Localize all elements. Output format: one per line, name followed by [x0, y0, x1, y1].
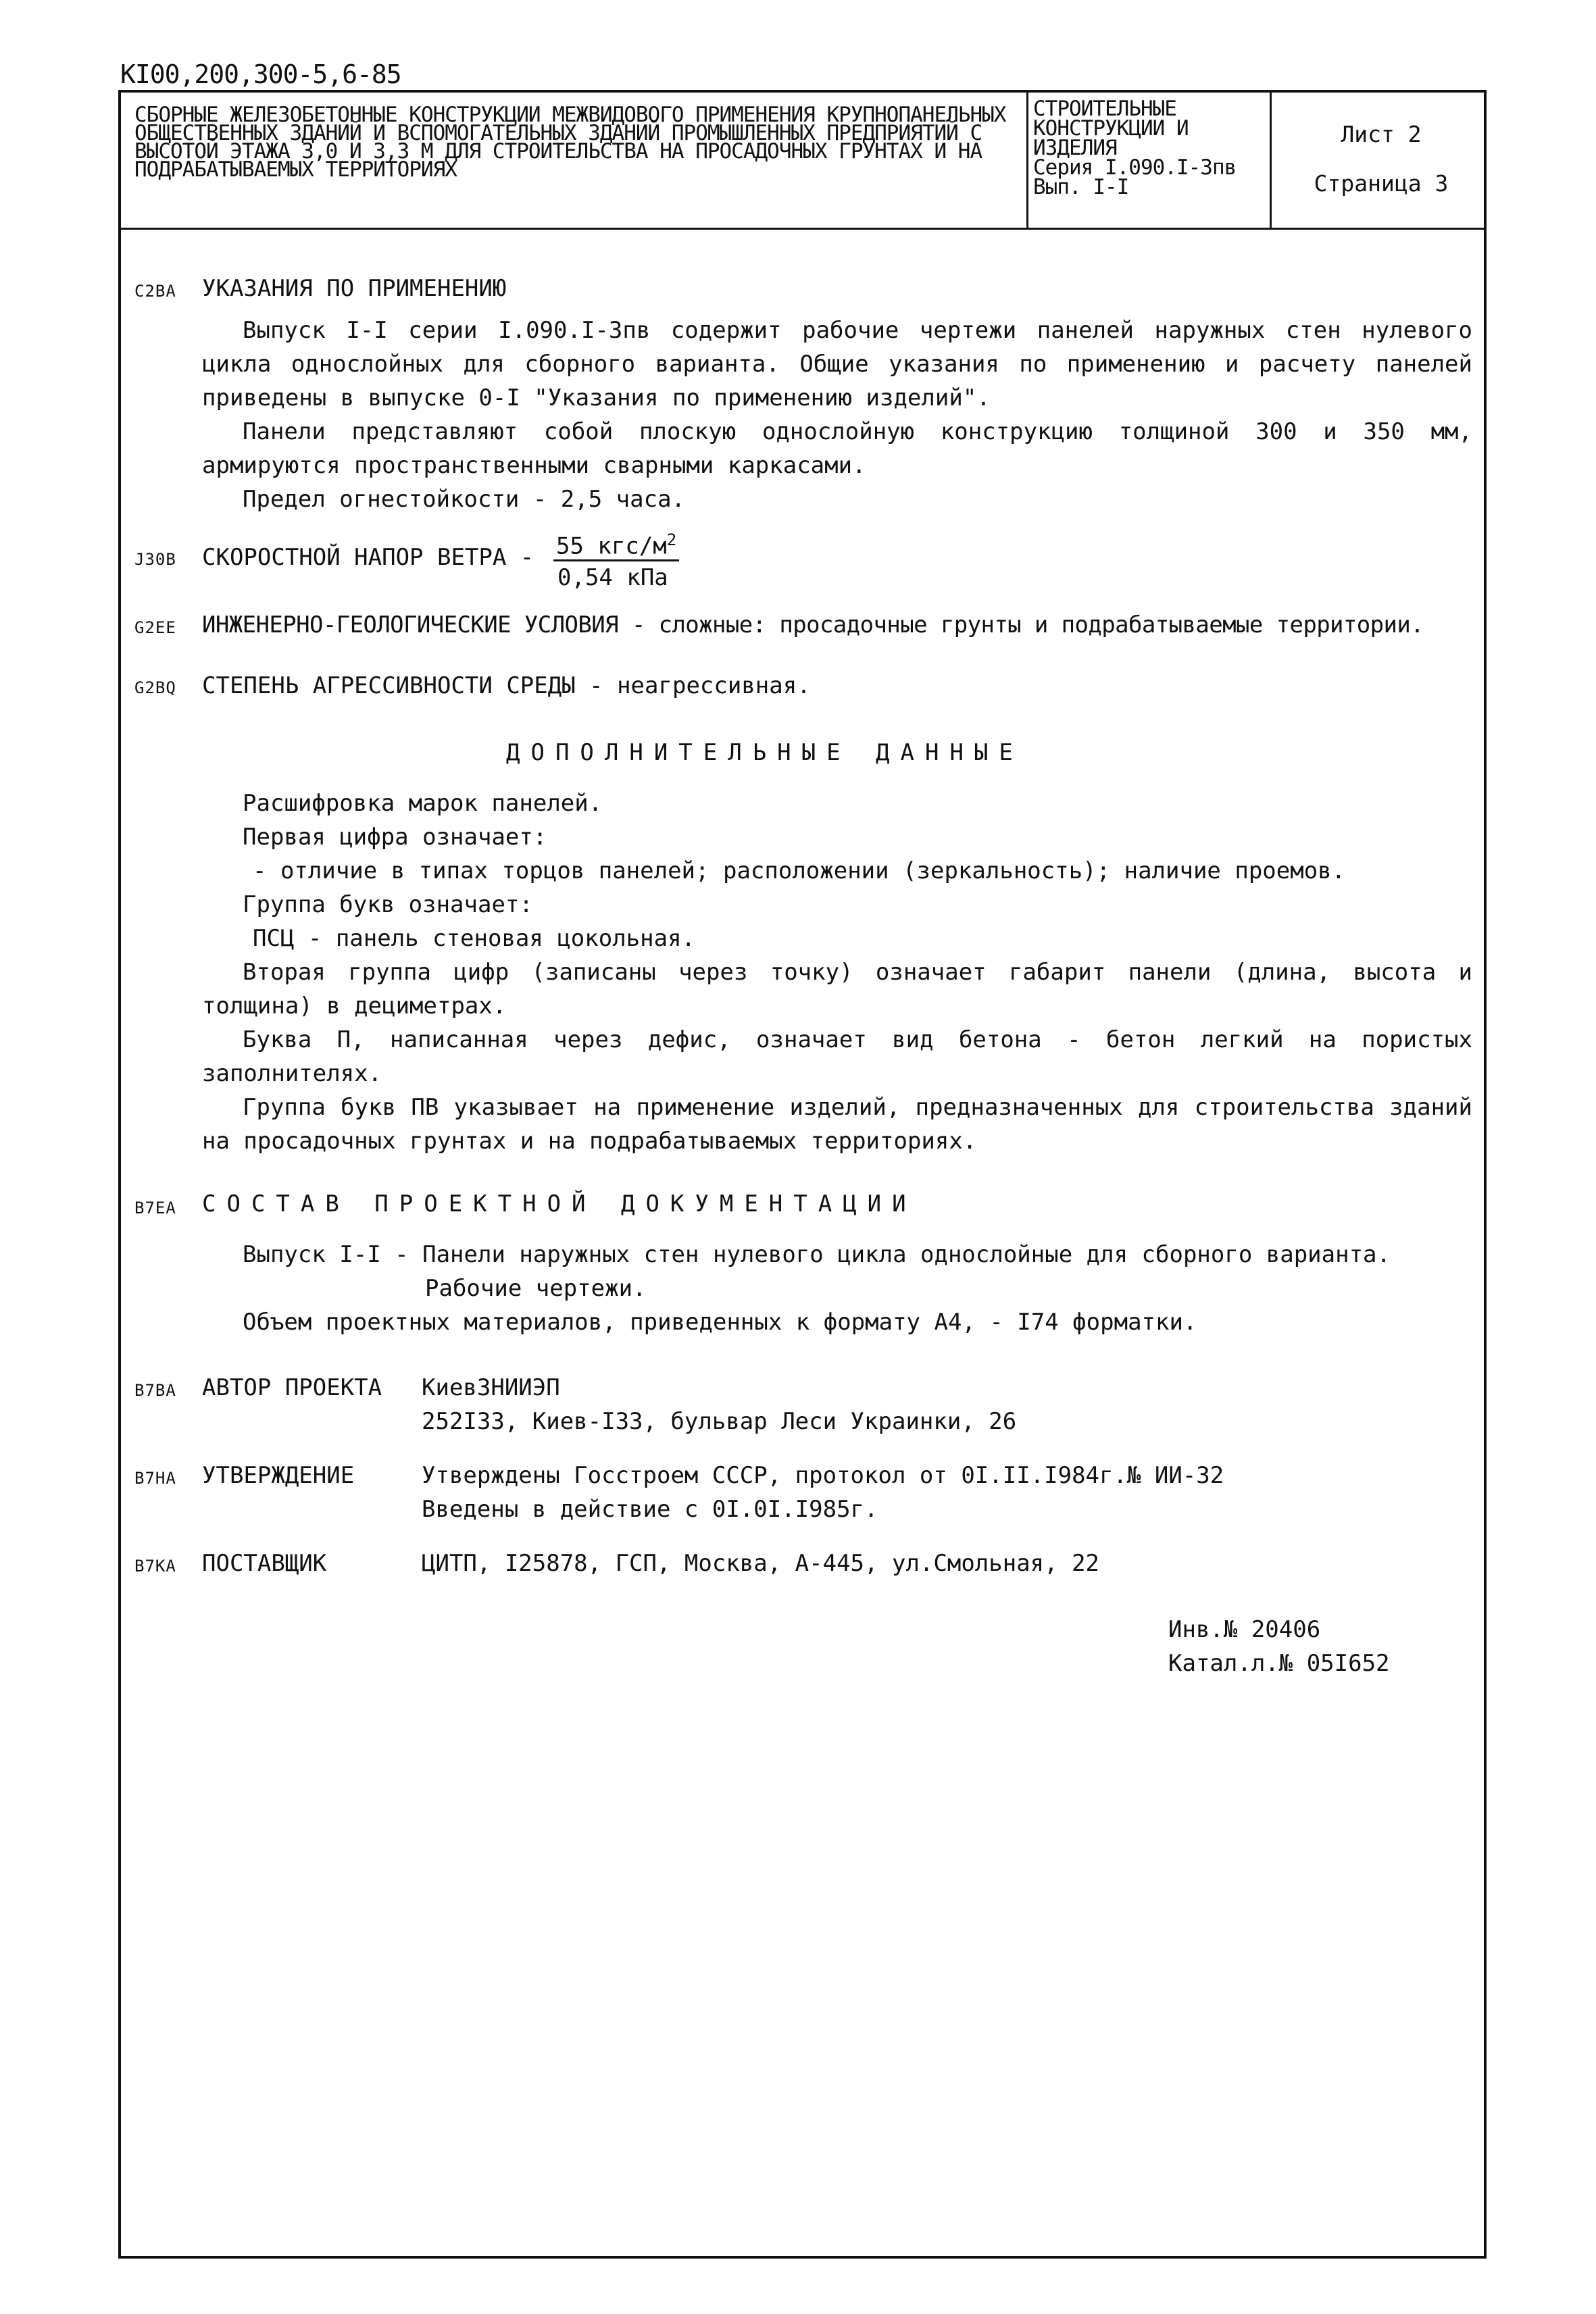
text-line: Группа букв означает:	[243, 891, 533, 918]
fraction-numerator: 55 кгс/$м^2$	[553, 530, 679, 561]
paragraph: Выпуск I-I серии I.090.I-3пв содержит рабочие чертежи панелей наружных стен нулевого цикла однослойных для сборного варианта. Общие указания по применению и расчету панелей приведены в выпуске 0-I "Указания по применению изделий".	[202, 317, 1472, 411]
text-line: Объем проектных материалов, приведенных к формату А4, - I74 форматки.	[243, 1309, 1197, 1336]
section-code: J30В	[134, 550, 176, 569]
header-bottom-rule	[121, 228, 1484, 230]
supplier-text: ЦИТП, I25878, ГСП, Москва, А-445, ул.Смольная, 22	[422, 1550, 1100, 1577]
category-line: СТРОИТЕЛЬНЫЕ	[1033, 97, 1176, 121]
sheet-label: Лист 2	[1341, 121, 1422, 147]
paragraph: Группа букв ПВ указывает на применение изделий, предназначенных для строительства зданий на просадочных грунтах и на подрабатываемых территориях.	[202, 1094, 1472, 1155]
approval-text: Утверждены Госстроем СССР, протокол от 0I.II.I984г.№ ИИ-32	[422, 1462, 1224, 1489]
paragraph: Вторая группа цифр (записаны через точку) означает габарит панели (длина, высота и толщина) в дециметрах.	[202, 959, 1472, 1020]
additional-data-heading: ДОПОЛНИТЕЛЬНЫЕ ДАННЫЕ	[506, 739, 1024, 766]
header-series-block	[1033, 99, 1266, 197]
section-code: С2ВА	[134, 282, 176, 301]
author-name: КиевЗНИИЭП	[422, 1374, 560, 1401]
wind-pressure-label: СКОРОСТНОЙ НАПОР ВЕТРА -	[202, 544, 534, 571]
issue-label: Вып. I-I	[1033, 175, 1129, 199]
geology-conditions: ИНЖЕНЕРНО-ГЕОЛОГИЧЕСКИЕ УСЛОВИЯ - сложные: просадочные грунты и подрабатываемые территории.	[202, 611, 1424, 638]
paragraph: Панели представляют собой плоскую однослойную конструкцию толщиной 300 и 350 мм, армируются пространственными сварными каркасами.	[202, 418, 1472, 479]
paragraph: Предел огнестойкости - 2,5 часа.	[243, 486, 686, 513]
section-code: G2ЕЕ	[134, 618, 176, 637]
documentation-heading: СОСТАВ ПРОЕКТНОЙ ДОКУМЕНТАЦИИ	[202, 1190, 917, 1217]
header-divider	[1270, 93, 1272, 228]
category-line: ИЗДЕЛИЯ	[1033, 136, 1117, 160]
section-code: В7КА	[134, 1557, 176, 1576]
category-line: КОНСТРУКЦИИ И	[1033, 116, 1189, 141]
text-line: Рабочие чертежи.	[425, 1275, 647, 1302]
text-line: Первая цифра означает:	[243, 824, 547, 851]
document-code: КI00,200,300-5,6-85	[120, 59, 401, 89]
field-label: УТВЕРЖДЕНИЕ	[202, 1462, 355, 1489]
author-address: 252I33, Киев-I33, бульвар Леси Украинки, 26	[422, 1408, 1017, 1435]
text-line: Выпуск I-I - Панели наружных стен нулевого цикла однослойные для сборного варианта.	[243, 1241, 1391, 1268]
paragraph: Буква П, написанная через дефис, означает вид бетона - бетон легкий на пористых заполнителях.	[202, 1026, 1472, 1087]
field-label: ПОСТАВЩИК	[202, 1550, 327, 1577]
section-heading: УКАЗАНИЯ ПО ПРИМЕНЕНИЮ	[202, 275, 507, 302]
enactment-text: Введены в действие с 0I.0I.I985г.	[422, 1496, 878, 1523]
inventory-number: Инв.№ 20406	[1168, 1616, 1321, 1643]
section-code: В7ВА	[134, 1381, 176, 1400]
page-label: Страница 3	[1314, 170, 1449, 197]
environment-aggressiveness: СТЕПЕНЬ АГРЕССИВНОСТИ СРЕДЫ - неагрессивная.	[202, 672, 811, 699]
section-code: G2ВQ	[134, 678, 176, 697]
text-line: ПСЦ - панель стеновая цокольная.	[253, 925, 696, 952]
text-line: - отличие в типах торцов панелей; расположении (зеркальность); наличие проемов.	[253, 857, 1346, 884]
catalog-sheet-number: Катал.л.№ 05I652	[1168, 1650, 1390, 1677]
wind-pressure-value	[553, 530, 679, 594]
section-code: В7ЕА	[134, 1199, 176, 1217]
page-frame	[118, 90, 1487, 2259]
fraction-denominator: 0,54 кПа	[557, 564, 668, 592]
text-line: Расшифровка марок панелей.	[243, 790, 603, 817]
field-label: АВТОР ПРОЕКТА	[202, 1374, 382, 1401]
series-label: Серия I.090.I-3пв	[1033, 155, 1237, 180]
section-code: В7НА	[134, 1469, 176, 1488]
header-divider	[1026, 93, 1028, 228]
header-title: СБОРНЫЕ ЖЕЛЕЗОБЕТОННЫЕ КОНСТРУКЦИИ МЕЖВИДОВОГО ПРИМЕНЕНИЯ КРУПНОПАНЕЛЬНЫХ ОБЩЕСТВЕННЫХ ЗДАНИЙ И ВСПОМОГАТЕЛЬНЫХ ЗДАНИЙ ПРОМЫШЛЕННЫХ ПРЕДПРИЯТИЙ С ВЫСОТОЙ ЭТАЖА 3,0 И 3,3 М ДЛЯ СТРОИТЕЛЬСТВА НА ПРОСАДОЧНЫХ ГРУНТАХ И НА ПОДРАБАТЫВАЕМЫХ ТЕРРИТОРИЯХ	[134, 103, 1006, 182]
